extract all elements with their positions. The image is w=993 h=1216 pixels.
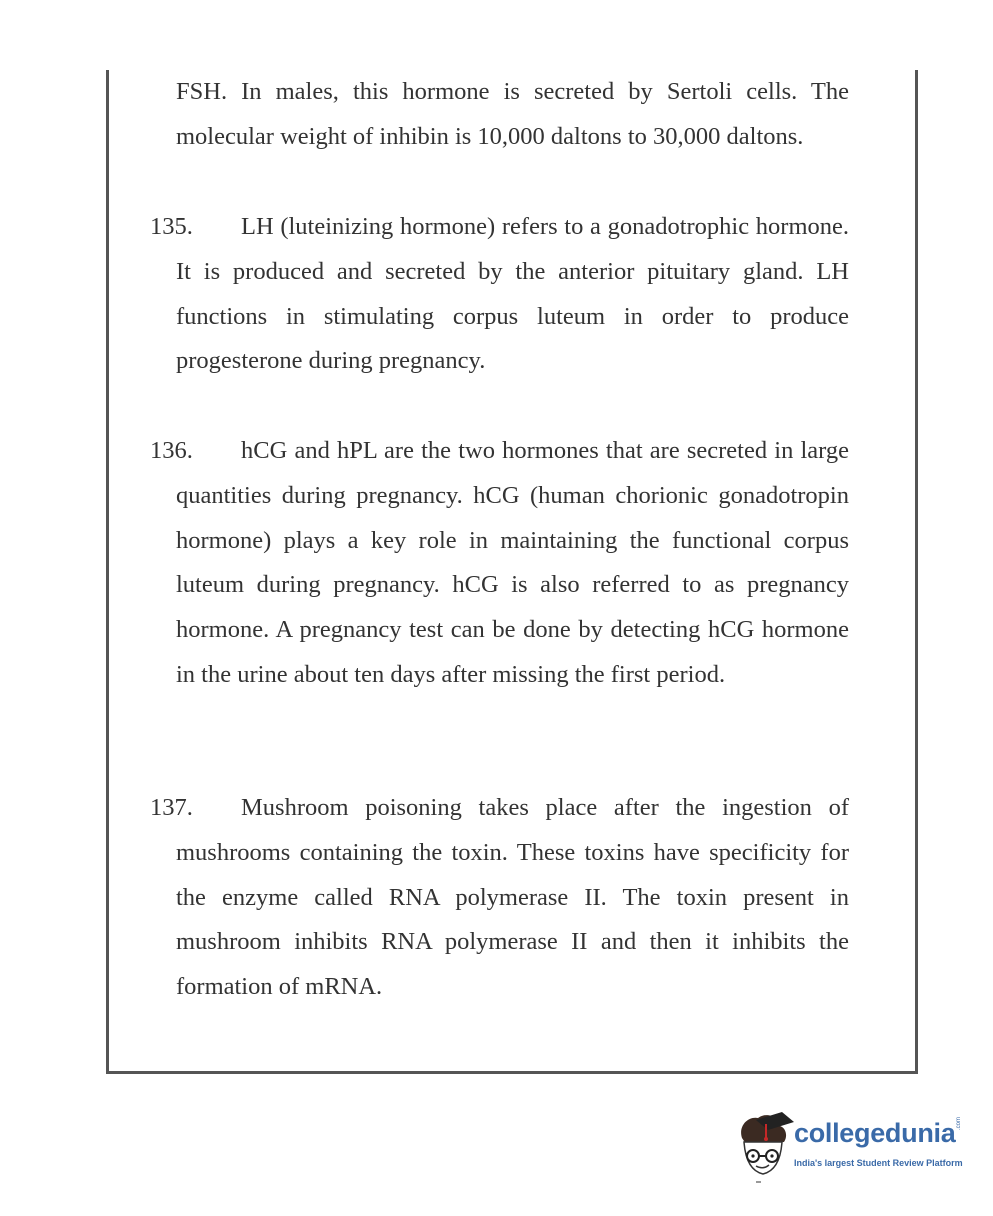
answer-item-136 [150, 429, 849, 698]
item-text: LH (luteinizing hormone) refers to a gonadotrophic hormone. It is produced and secreted by the anterior pituitary gland. LH functions in stimulating corpus luteum in order to produce progesterone during pregnancy. [176, 213, 849, 375]
student-mascot-icon [736, 1108, 794, 1188]
collegedunia-logo[interactable] [736, 1108, 966, 1188]
answer-item-137 [150, 786, 849, 1010]
logo-wordmark: collegedunia [794, 1118, 956, 1148]
answer-item-135 [150, 205, 849, 384]
continuation-paragraph: FSH. In males, this hormone is secreted by Sertoli cells. The molecular weight of inhibin is 10,000 daltons to 30,000 daltons. [176, 78, 849, 150]
item-number: 135. [150, 213, 193, 240]
item-number: 136. [150, 437, 193, 464]
item-number: 137. [150, 794, 193, 821]
item-text: Mushroom poisoning takes place after the ingestion of mushrooms containing the toxin. These toxins have specificity for the enzyme called RNA polymerase II. The toxin present in mushroom inhibits RNA polymerase II and then it inhibits the formation of mRNA. [176, 794, 849, 1001]
logo-suffix: .com [956, 1116, 962, 1130]
item-text: hCG and hPL are the two hormones that are secreted in large quantities during pregnancy. hCG (human chorionic gonadotropin hormone) plays a key role in maintaining the functional corpus luteum during pregnancy. hCG is also referred to as pregnancy hormone. A pregnancy test can be done by detecting hCG hormone in the urine about ten days after missing the first period. [176, 437, 849, 688]
logo-tagline: India's largest Student Review Platform [794, 1158, 963, 1168]
